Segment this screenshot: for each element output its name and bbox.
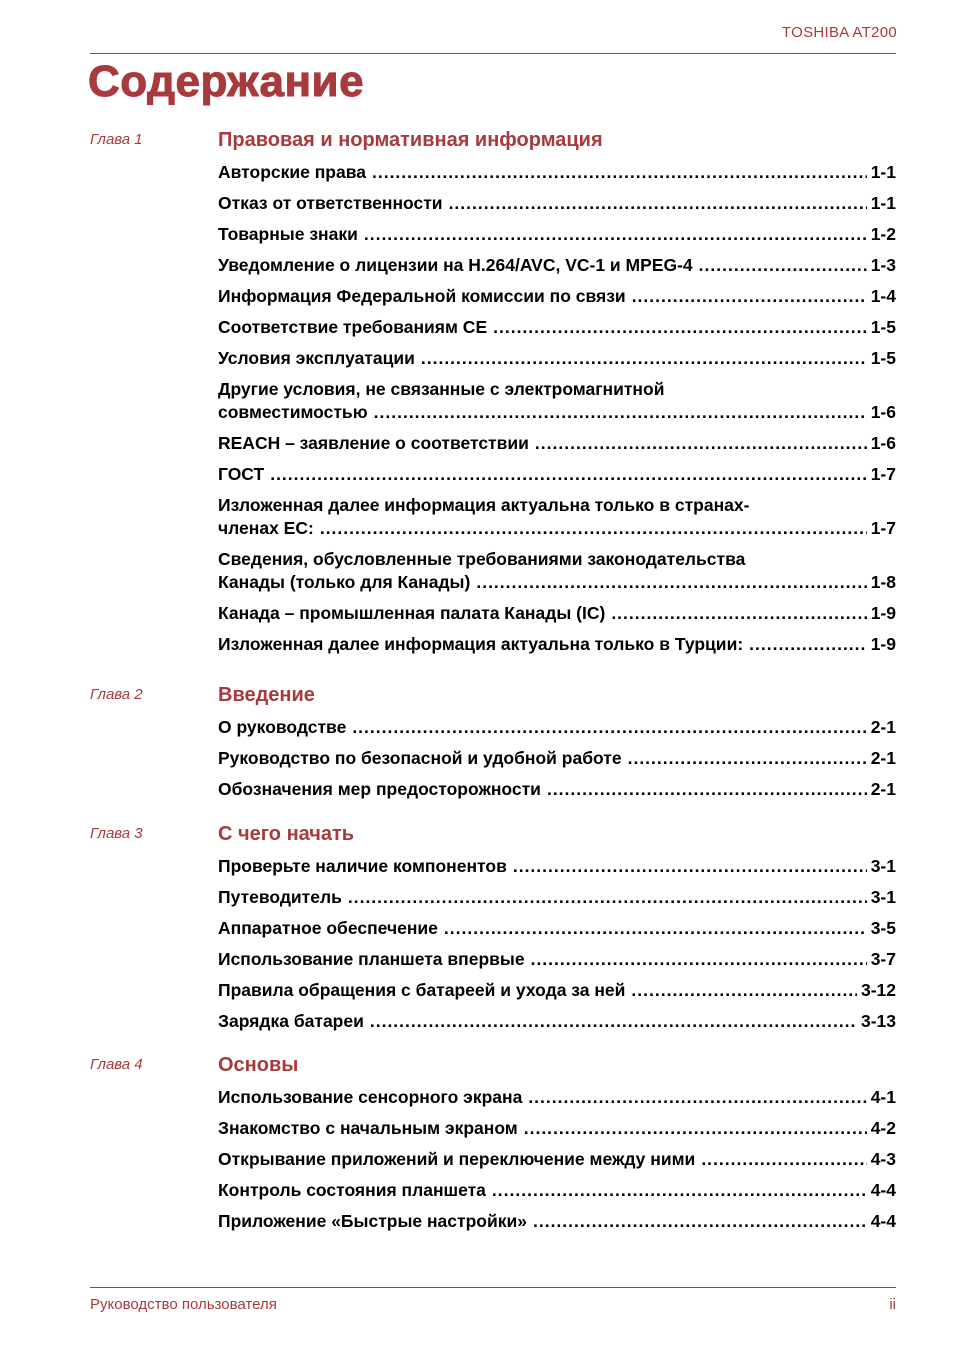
toc-entry[interactable] [218,747,896,770]
entry-page: 1-9 [870,634,896,654]
toc-entry[interactable] [218,548,896,594]
entry-title: Авторские права [218,162,366,182]
toc-entry[interactable] [218,192,896,215]
entry-title: Зарядка батареи [218,1011,364,1031]
dot-leader [547,778,867,801]
entry-title: ГОСТ [218,464,265,484]
dot-leader [611,602,866,625]
entry-page: 1-2 [870,224,896,244]
toc-entry[interactable] [218,602,896,625]
toc-entry[interactable] [218,494,896,540]
chapter-title[interactable]: Правовая и нормативная информация [218,129,603,151]
toc-entry[interactable] [218,1210,896,1233]
toc-entry[interactable] [218,979,896,1002]
footer-title: Руководство пользователя [90,1296,277,1313]
entry-title: Правила обращения с батареей и ухода за ней [218,980,626,1000]
entry-title: членах ЕС: [218,518,314,538]
page-title: Содержание [88,57,365,106]
entry-title-first-line: Изложенная далее информация актуальна только в странах- [218,495,750,515]
toc-entry[interactable] [218,1148,896,1171]
entry-page: 3-13 [860,1011,896,1031]
dot-leader [513,855,867,878]
toc-entry[interactable] [218,347,896,370]
toc-entry[interactable] [218,223,896,246]
toc-entry[interactable] [218,378,896,424]
entry-title: Руководство по безопасной и удобной работе [218,748,622,768]
toc-entry[interactable] [218,633,896,656]
entry-title: Приложение «Быстрые настройки» [218,1211,527,1231]
entry-title: Открывание приложений и переключение между ними [218,1149,696,1169]
entry-title: Отказ от ответственности [218,193,443,213]
entry-page: 2-1 [870,779,896,799]
entry-page: 1-6 [870,433,896,453]
header-rule [90,53,896,54]
entry-page: 2-1 [870,717,896,737]
dot-leader [533,1210,867,1233]
chapter-label: Глава 1 [90,131,143,148]
toc-entries [218,1086,896,1241]
dot-leader [535,432,867,455]
entry-title: Изложенная далее информация актуальна только в Турции: [218,634,744,654]
entry-page: 3-7 [870,949,896,969]
dot-leader [699,254,867,277]
entry-title: Обозначения мер предосторожности [218,779,541,799]
dot-leader [492,1179,867,1202]
toc-entry[interactable] [218,716,896,739]
entry-page: 4-4 [870,1211,896,1231]
toc-entry[interactable] [218,463,896,486]
chapter-title[interactable]: Введение [218,684,315,706]
toc-entry[interactable] [218,254,896,277]
entry-page: 1-9 [870,603,896,623]
entry-title: Уведомление о лицензии на H.264/AVC, VC-1 и MPEG-4 [218,255,693,275]
entry-page: 4-2 [870,1118,896,1138]
entry-title: совместимостью [218,402,368,422]
toc-entry[interactable] [218,161,896,184]
dot-leader [493,316,867,339]
toc-entry[interactable] [218,285,896,308]
entry-title: Использование планшета впервые [218,949,525,969]
toc-entry[interactable] [218,778,896,801]
toc-entry[interactable] [218,1117,896,1140]
toc-entry[interactable] [218,1010,896,1033]
entry-page: 1-7 [870,464,896,484]
entry-title: Канада – промышленная палата Канады (IC) [218,603,606,623]
dot-leader [524,1117,867,1140]
dot-leader [631,979,857,1002]
entry-page: 4-4 [870,1180,896,1200]
entry-title-first-line: Другие условия, не связанные с электромагнитной [218,379,665,399]
entry-page: 1-4 [870,286,896,306]
chapter-label: Глава 4 [90,1056,143,1073]
entry-page: 4-1 [870,1087,896,1107]
dot-leader [701,1148,866,1171]
dot-leader [628,747,867,770]
dot-leader [320,517,867,540]
entry-page: 4-3 [870,1149,896,1169]
entry-title: О руководстве [218,717,347,737]
toc-entry[interactable] [218,316,896,339]
toc-entries [218,161,896,664]
chapter-label: Глава 3 [90,825,143,842]
entry-title: Проверьте наличие компонентов [218,856,507,876]
dot-leader [632,285,867,308]
dot-leader [352,716,866,739]
entry-page: 3-12 [860,980,896,1000]
dot-leader [528,1086,866,1109]
toc-entries [218,855,896,1041]
dot-leader [372,161,867,184]
entry-page: 1-3 [870,255,896,275]
entry-title: Контроль состояния планшета [218,1180,486,1200]
entry-title: Знакомство с начальным экраном [218,1118,518,1138]
entry-title: Канады (только для Канады) [218,572,471,592]
entry-title: Аппаратное обеспечение [218,918,438,938]
chapter-title[interactable]: Основы [218,1054,299,1076]
header-brand: TOSHIBA AT200 [781,24,897,41]
toc-entries [218,716,896,809]
toc-entry[interactable] [218,948,896,971]
entry-page: 3-5 [870,918,896,938]
entry-title-first-line: Сведения, обусловленные требованиями законодательства [218,549,746,569]
entry-page: 1-8 [870,572,896,592]
entry-title: Путеводитель [218,887,342,907]
chapter-title[interactable]: С чего начать [218,823,355,845]
dot-leader [476,571,866,594]
toc-entry[interactable] [218,917,896,940]
toc-entry[interactable] [218,886,896,909]
dot-leader [444,917,867,940]
dot-leader [421,347,867,370]
entry-page: 3-1 [870,856,896,876]
footer-rule [90,1287,896,1288]
dot-leader [348,886,867,909]
entry-title: Использование сенсорного экрана [218,1087,523,1107]
entry-title: Информация Федеральной комиссии по связи [218,286,626,306]
entry-page: 1-7 [870,518,896,538]
dot-leader [374,401,867,424]
entry-page: 1-1 [870,193,896,213]
dot-leader [364,223,867,246]
entry-page: 3-1 [870,887,896,907]
entry-page: 1-5 [870,348,896,368]
entry-title: Товарные знаки [218,224,358,244]
dot-leader [749,633,867,656]
dot-leader [370,1010,857,1033]
entry-page: 1-1 [870,162,896,182]
toc-entry[interactable] [218,432,896,455]
dot-leader [270,463,867,486]
entry-title: REACH – заявление о соответствии [218,433,529,453]
toc-entry[interactable] [218,1179,896,1202]
entry-title: Соответствие требованиям CE [218,317,488,337]
entry-title: Условия эксплуатации [218,348,415,368]
dot-leader [531,948,867,971]
dot-leader [449,192,867,215]
toc-entry[interactable] [218,855,896,878]
toc-entry[interactable] [218,1086,896,1109]
entry-page: 2-1 [870,748,896,768]
chapter-label: Глава 2 [90,686,143,703]
entry-page: 1-6 [870,402,896,422]
page-number: ii [889,1296,896,1313]
entry-page: 1-5 [870,317,896,337]
